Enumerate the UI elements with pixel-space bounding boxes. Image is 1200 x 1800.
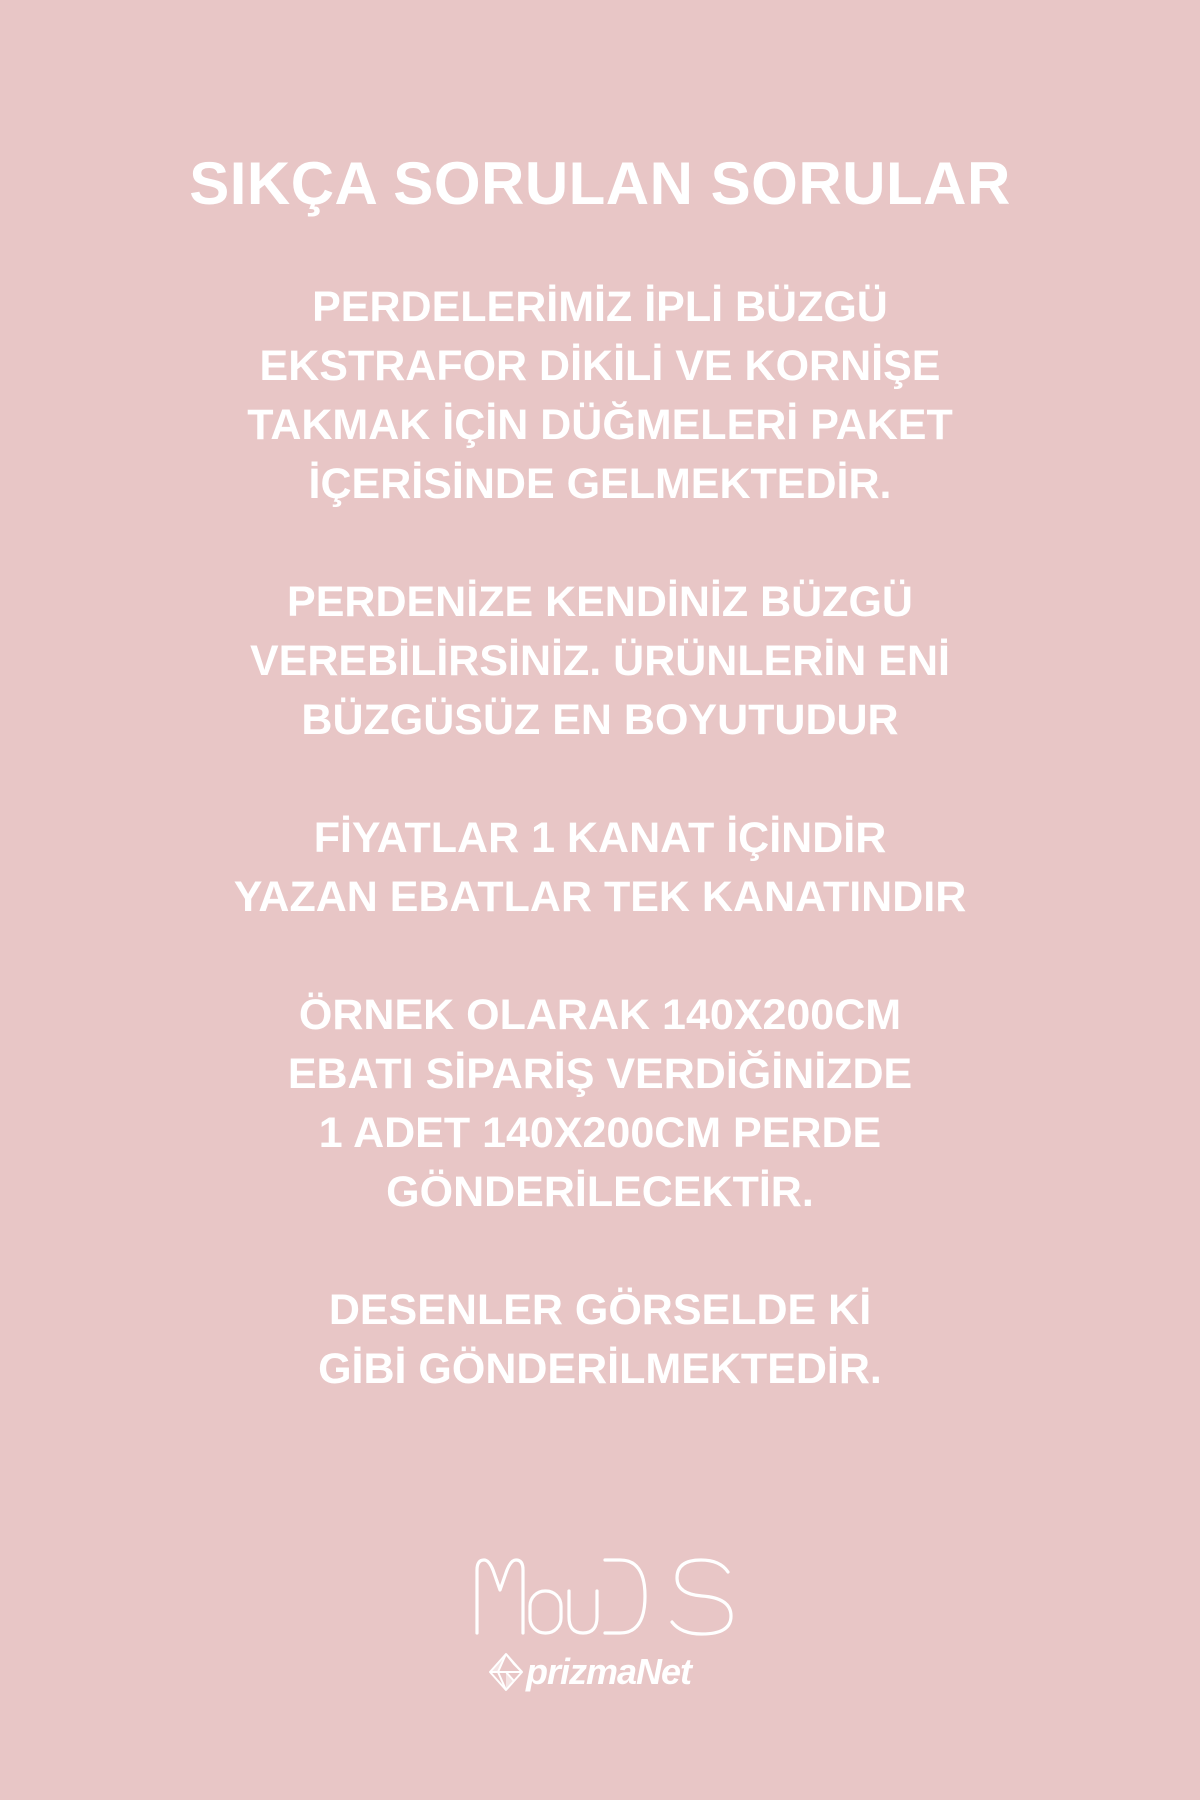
faq-line: PERDENİZE KENDİNİZ BÜZGÜ (287, 578, 913, 626)
faq-line: ÖRNEK OLARAK 140X200CM (298, 991, 902, 1039)
faq-line: PERDELERİMİZ İPLİ BÜZGÜ (312, 283, 888, 331)
faq-paragraph-pricing (0, 809, 1200, 927)
faq-line: GÖNDERİLECEKTİR. (386, 1168, 814, 1216)
brand-sub-logo (488, 1650, 691, 1694)
faq-line: TAKMAK İÇİN DÜĞMELERİ PAKET (247, 401, 953, 449)
faq-line: GİBİ GÖNDERİLMEKTEDİR. (318, 1345, 882, 1393)
faq-content (0, 149, 1200, 1458)
faq-line: BÜZGÜSÜZ EN BOYUTUDUR (301, 696, 899, 744)
faq-line: EBATI SİPARİŞ VERDİĞİNİZDE (287, 1050, 913, 1098)
faq-paragraph-patterns (0, 1281, 1200, 1399)
faq-line: İÇERİSİNDE GELMEKTEDİR. (308, 460, 892, 508)
faq-paragraph-gathering (0, 573, 1200, 750)
page-title: SIKÇA SORULAN SORULAR (189, 150, 1011, 217)
faq-line: VEREBİLİRSİNİZ. ÜRÜNLERİN ENİ (250, 637, 950, 685)
faq-paragraph-heading-tape (0, 278, 1200, 514)
faq-paragraph-example (0, 986, 1200, 1222)
brand-sub-text: prizmaNet (526, 1651, 692, 1692)
faq-line: FİYATLAR 1 KANAT İÇİNDİR (313, 814, 887, 862)
faq-line: YAZAN EBATLAR TEK KANATINDIR (233, 873, 967, 921)
brand-logo (474, 1556, 736, 1638)
faq-line: DESENLER GÖRSELDE Kİ (328, 1286, 872, 1334)
prism-diamond-icon (488, 1652, 524, 1692)
faq-line: 1 ADET 140X200CM PERDE (318, 1109, 882, 1157)
faq-line: EKSTRAFOR DİKİLİ VE KORNİŞE (259, 342, 941, 390)
